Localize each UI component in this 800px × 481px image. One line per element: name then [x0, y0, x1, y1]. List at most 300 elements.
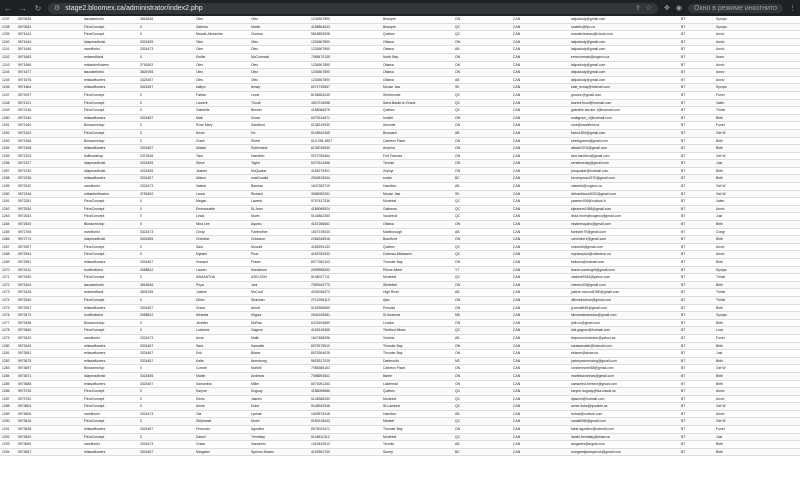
- cell-phone: 4189294133: [309, 243, 381, 251]
- cell-row-number: 1285: [0, 380, 16, 388]
- cell-first-name: Ludovick: [194, 327, 249, 335]
- cell-last-name: Morin: [249, 418, 309, 426]
- cell-first-name: Samantha: [194, 380, 249, 388]
- table-row[interactable]: [0, 334, 800, 342]
- cell-email: g.arnott645@gmail.com: [569, 304, 679, 312]
- site-info-icon[interactable]: ⚙: [54, 5, 61, 12]
- cell-email: vladimir5944@yahoo.com: [569, 274, 679, 282]
- cell-first-name: Oleo: [194, 16, 249, 23]
- cell-country: CAN: [511, 334, 569, 342]
- cell-florist-id: 0: [138, 433, 194, 441]
- cell-first-name: Maude-Alexandre: [194, 31, 249, 39]
- table-row[interactable]: [0, 69, 800, 77]
- orders-table: [0, 16, 800, 456]
- table-row[interactable]: [0, 266, 800, 274]
- cell-phone: 8075275910: [309, 342, 381, 350]
- cell-florist-id: 2658812: [138, 312, 194, 320]
- cell-florist: FleurConcept: [82, 129, 138, 137]
- cell-country: CAN: [511, 145, 569, 153]
- orders-table-container[interactable]: [0, 16, 800, 481]
- cell-last-name: Cloreau: [249, 31, 309, 39]
- table-row[interactable]: [0, 145, 800, 153]
- cell-country: CAN: [511, 152, 569, 160]
- cell-order-id: 5972121: [16, 99, 82, 107]
- cell-province: ON: [453, 167, 511, 175]
- table-row[interactable]: [0, 357, 800, 365]
- table-row[interactable]: [0, 365, 800, 373]
- cell-row-number: 1288: [0, 403, 16, 411]
- cell-occasion: Anniv: [714, 69, 800, 77]
- table-row[interactable]: [0, 410, 800, 418]
- table-row[interactable]: [0, 395, 800, 403]
- cell-occasion: Just: [714, 350, 800, 358]
- cell-first-name: Margaret: [194, 448, 249, 456]
- reload-icon[interactable]: ↻: [34, 3, 42, 13]
- cell-phone: 9072769464: [309, 152, 381, 160]
- cell-last-name: Vazzanini: [249, 441, 309, 449]
- cell-florist-id: 0: [138, 91, 194, 99]
- cell-last-name: Jasmin: [249, 395, 309, 403]
- cell-row-number: 1260: [0, 190, 16, 198]
- cell-order-id: 5973240: [16, 296, 82, 304]
- incognito-badge[interactable]: Окно в режиме инкогнито: [688, 4, 783, 13]
- cell-last-name: Duguay: [249, 388, 309, 396]
- cell-order-id: 5972227: [16, 160, 82, 168]
- cell-first-name: Stéphanie: [194, 418, 249, 426]
- cell-email: justmyownmoving@gmail.com: [569, 357, 679, 365]
- cell-type: BT: [679, 137, 714, 145]
- cell-first-name: Jennifer: [194, 319, 249, 327]
- cell-last-name: Gagnon: [249, 327, 309, 335]
- cell-type: BT: [679, 418, 714, 426]
- table-row[interactable]: [0, 236, 800, 244]
- cell-province: QC: [453, 99, 511, 107]
- cell-phone: 613-296-4807: [309, 137, 381, 145]
- table-row[interactable]: [0, 380, 800, 388]
- cell-florist-id: 0: [138, 388, 194, 396]
- cell-first-name: Oleo: [194, 46, 249, 54]
- cell-province: QC: [453, 395, 511, 403]
- table-row[interactable]: [0, 433, 800, 441]
- cell-first-name: Cindy: [194, 228, 249, 236]
- cell-last-name: Hamilton: [249, 152, 309, 160]
- cell-type: BT: [679, 304, 714, 312]
- cell-type: BT: [679, 395, 714, 403]
- table-row[interactable]: [0, 84, 800, 92]
- cell-order-id: 5971663: [16, 53, 82, 61]
- cell-florist-id: 3324473: [138, 441, 194, 449]
- cell-order-id: 5971666: [16, 61, 82, 69]
- cell-row-number: 1256: [0, 160, 16, 168]
- cell-florist: FleurConcept: [82, 198, 138, 206]
- cell-florist: nannflorist: [82, 228, 138, 236]
- cell-phone: 8196653245: [309, 91, 381, 99]
- cell-province: AB: [453, 129, 511, 137]
- table-row[interactable]: [0, 76, 800, 84]
- cell-row-number: 1242: [0, 53, 16, 61]
- cell-last-name: Picci: [249, 251, 309, 259]
- cell-email: yaamex006@outlook.fr: [569, 198, 679, 206]
- table-row[interactable]: [0, 99, 800, 107]
- cell-email: smartin@fye.ca: [569, 23, 679, 31]
- cell-country: CAN: [511, 53, 569, 61]
- cell-order-id: 5973697: [16, 365, 82, 373]
- forward-icon[interactable]: →: [19, 3, 27, 13]
- table-row[interactable]: [0, 372, 800, 380]
- cell-occasion: Birth: [714, 342, 800, 350]
- cell-last-name: McNeil: [249, 365, 309, 373]
- menu-kebab-icon[interactable]: ⋮: [789, 5, 796, 12]
- cell-row-number: 1270: [0, 266, 16, 274]
- cell-row-number: 1237: [0, 16, 16, 23]
- cell-last-name: Dubé: [249, 403, 309, 411]
- table-row[interactable]: [0, 129, 800, 137]
- cell-phone: 9625317029: [309, 357, 381, 365]
- cell-first-name: Rose Mary: [194, 122, 249, 130]
- nav-controls: [4, 4, 42, 13]
- table-row[interactable]: [0, 388, 800, 396]
- cell-first-name: Grant: [194, 137, 249, 145]
- cell-florist: rellaswflowers: [82, 76, 138, 84]
- cell-florist-id: 3751602: [138, 190, 194, 198]
- table-row[interactable]: [0, 16, 800, 23]
- table-row[interactable]: [0, 221, 800, 229]
- cell-type: BT: [679, 53, 714, 61]
- cell-florist-id: 3324455: [138, 167, 194, 175]
- cell-email: sensteveday@gmail.com: [569, 160, 679, 168]
- cell-florist-id: 0: [138, 243, 194, 251]
- cell-country: CAN: [511, 91, 569, 99]
- table-row[interactable]: [0, 281, 800, 289]
- cell-occasion: Get W: [714, 129, 800, 137]
- cell-order-id: 5972242: [16, 183, 82, 191]
- cell-province: NS: [453, 357, 511, 365]
- cell-order-id: 5973752: [16, 395, 82, 403]
- cell-first-name: Kevin: [194, 129, 249, 137]
- cell-first-name: Ferruccio: [194, 426, 249, 434]
- cell-occasion: Thinki: [714, 296, 800, 304]
- cell-country: CAN: [511, 372, 569, 380]
- cell-florist-id: 0: [138, 137, 194, 145]
- cell-province: QC: [453, 23, 511, 31]
- url-text[interactable]: stage2.bloomex.ca/administrator/index2.php: [65, 4, 203, 12]
- cell-country: CAN: [511, 251, 569, 259]
- cell-occasion: Get W: [714, 403, 800, 411]
- cell-city: Montréal: [381, 198, 453, 206]
- cell-occasion: Funer: [714, 122, 800, 130]
- cell-florist: bunitiloflorist: [82, 312, 138, 320]
- cell-email: linda.morin@cogeco@gmail.com: [569, 213, 679, 221]
- table-row[interactable]: [0, 61, 800, 69]
- cell-row-number: 1292: [0, 433, 16, 441]
- cell-province: ON: [453, 426, 511, 434]
- cell-order-id: 5973606: [16, 410, 82, 418]
- cell-florist-id: 3324473: [138, 183, 194, 191]
- cell-city: Innisfil: [381, 114, 453, 122]
- table-row[interactable]: [0, 23, 800, 31]
- cell-type: BT: [679, 448, 714, 456]
- cell-phone: 4507216058: [309, 99, 381, 107]
- cell-order-id: 5971676: [16, 76, 82, 84]
- cell-last-name: St-Jean: [249, 205, 309, 213]
- cell-last-name: Armstrong: [249, 357, 309, 365]
- cell-email: valerieb@cogeco.ca: [569, 183, 679, 191]
- cell-occasion: Birth: [714, 281, 800, 289]
- cell-type: BT: [679, 350, 714, 358]
- profile-icon[interactable]: ◉: [675, 5, 682, 12]
- cell-occasion: Anniv: [714, 251, 800, 259]
- cell-occasion: Birth: [714, 175, 800, 183]
- cell-last-name: McQuaker: [249, 167, 309, 175]
- cell-florist-id: 3324457: [138, 84, 194, 92]
- cell-first-name: Oleo: [194, 76, 249, 84]
- cell-phone: 5148942946: [309, 403, 381, 411]
- cell-first-name: Justine: [194, 289, 249, 297]
- cell-row-number: 1271: [0, 274, 16, 282]
- cell-first-name: Steve: [194, 160, 249, 168]
- cell-occasion: Birth: [714, 137, 800, 145]
- cell-florist: rellaswflowers: [82, 175, 138, 183]
- cell-florist-id: 0: [138, 274, 194, 282]
- cell-florist: lolapreadforist: [82, 160, 138, 168]
- cell-phone: 6478204659: [309, 319, 381, 327]
- table-row[interactable]: [0, 137, 800, 145]
- cell-province: ON: [453, 160, 511, 168]
- cell-row-number: 1272: [0, 281, 16, 289]
- cell-city: Lakehead: [381, 380, 453, 388]
- table-row[interactable]: [0, 122, 800, 130]
- cell-city: Ajax: [381, 296, 453, 304]
- table-row[interactable]: [0, 289, 800, 297]
- cell-province: ON: [453, 365, 511, 373]
- cell-province: ON: [453, 296, 511, 304]
- cell-last-name: Malik: [249, 334, 309, 342]
- cell-phone: 2644108481: [309, 312, 381, 320]
- cell-country: CAN: [511, 190, 569, 198]
- back-icon[interactable]: ←: [4, 3, 12, 13]
- table-row[interactable]: [0, 312, 800, 320]
- cell-first-name: Tara: [194, 152, 249, 160]
- cell-florist-id: 0: [138, 251, 194, 259]
- cell-occasion: Just: [714, 160, 800, 168]
- cell-phone: 4192551709: [309, 448, 381, 456]
- cell-row-number: 1273: [0, 289, 16, 297]
- extensions-icon[interactable]: ✥: [664, 5, 670, 12]
- table-row[interactable]: [0, 175, 800, 183]
- cell-province: QC: [453, 243, 511, 251]
- cell-type: BT: [679, 16, 714, 23]
- cell-first-name: Connie: [194, 365, 249, 373]
- table-row[interactable]: [0, 296, 800, 304]
- cell-row-number: 1258: [0, 175, 16, 183]
- cell-first-name: Sara: [194, 342, 249, 350]
- cell-email: nanal6086@gmail.com: [569, 418, 679, 426]
- cell-province: ON: [453, 122, 511, 130]
- cell-phone: 1234567890: [309, 61, 381, 69]
- cell-order-id: 5973726: [16, 388, 82, 396]
- cell-order-id: 5972166: [16, 137, 82, 145]
- cell-email: sarakamalek@hotmail.com: [569, 342, 679, 350]
- table-row[interactable]: [0, 418, 800, 426]
- cell-florist: FleurConcept: [82, 327, 138, 335]
- cell-florist: Blossomshop: [82, 365, 138, 373]
- cell-order-id: 5973675: [16, 357, 82, 365]
- cell-first-name: Martin: [194, 372, 249, 380]
- table-row[interactable]: [0, 274, 800, 282]
- table-row[interactable]: [0, 441, 800, 449]
- cell-last-name: McCord: [249, 289, 309, 297]
- cell-florist: Blossomshop: [82, 221, 138, 229]
- address-bar[interactable]: [48, 3, 658, 14]
- table-row[interactable]: [0, 53, 800, 61]
- table-row[interactable]: [0, 152, 800, 160]
- cell-city: Thunder Bay: [381, 350, 453, 358]
- cell-email: smouridi@gmail.com: [569, 243, 679, 251]
- cell-country: CAN: [511, 266, 569, 274]
- table-row[interactable]: [0, 31, 800, 39]
- cell-order-id: 5973615: [16, 418, 82, 426]
- cell-phone: 7058592841: [309, 372, 381, 380]
- table-row[interactable]: [0, 160, 800, 168]
- cell-city: Montréal: [381, 274, 453, 282]
- table-row[interactable]: [0, 205, 800, 213]
- table-row[interactable]: [0, 243, 800, 251]
- cell-row-number: 1286: [0, 388, 16, 396]
- cell-phone: 5148027711: [309, 274, 381, 282]
- cell-row-number: 1251: [0, 122, 16, 130]
- cell-occasion: Sympa: [714, 23, 800, 31]
- cell-florist-id: 0: [138, 403, 194, 411]
- table-row[interactable]: [0, 38, 800, 46]
- table-row[interactable]: [0, 403, 800, 411]
- cell-florist-id: 3324457: [138, 114, 194, 122]
- table-row[interactable]: [0, 183, 800, 191]
- cell-row-number: 1265: [0, 228, 16, 236]
- cell-florist: Blossomshop: [82, 319, 138, 327]
- cell-occasion: Just: [714, 433, 800, 441]
- cell-city: Dolbeau-Mistassini: [381, 251, 453, 259]
- cell-country: CAN: [511, 175, 569, 183]
- table-row[interactable]: [0, 46, 800, 54]
- table-row[interactable]: [0, 167, 800, 175]
- cell-order-id: 5973458: [16, 319, 82, 327]
- cell-florist-id: 0: [138, 107, 194, 115]
- cell-row-number: 1294: [0, 448, 16, 456]
- bookmark-star-icon[interactable]: ☆: [645, 5, 653, 12]
- table-row[interactable]: [0, 259, 800, 267]
- cell-florist: FleurConcept: [82, 107, 138, 115]
- cell-florist: nannflorist: [82, 334, 138, 342]
- cell-province: AB: [453, 183, 511, 191]
- cell-email: leeprovencherane@yahoo.ca: [569, 334, 679, 342]
- cell-row-number: 1247: [0, 91, 16, 99]
- cell-country: CAN: [511, 31, 569, 39]
- cell-florist: lolapreadforist: [82, 38, 138, 46]
- cell-florist-id: 0: [138, 395, 194, 403]
- cell-last-name: Kilgour: [249, 312, 309, 320]
- cell-phone: 1234567890: [309, 76, 381, 84]
- table-row[interactable]: [0, 342, 800, 350]
- table-row[interactable]: [0, 107, 800, 115]
- cell-city: Almonte: [381, 122, 453, 130]
- table-row[interactable]: [0, 198, 800, 206]
- cell-occasion: Birth: [714, 304, 800, 312]
- cell-city: Carleton Place: [381, 365, 453, 373]
- cell-last-name: Arnott: [249, 304, 309, 312]
- table-row[interactable]: [0, 114, 800, 122]
- cell-type: BT: [679, 433, 714, 441]
- table-row[interactable]: [0, 327, 800, 335]
- cell-last-name: Oleo: [249, 38, 309, 46]
- cell-country: CAN: [511, 296, 569, 304]
- cell-florist: rellaswflowers: [82, 342, 138, 350]
- cell-type: BT: [679, 251, 714, 259]
- table-row[interactable]: [0, 213, 800, 221]
- cell-last-name: McRae: [249, 319, 309, 327]
- cell-type: BT: [679, 145, 714, 153]
- cell-florist: lolapreadforist: [82, 372, 138, 380]
- cell-country: CAN: [511, 84, 569, 92]
- table-row[interactable]: [0, 190, 800, 198]
- cell-occasion: Just: [714, 213, 800, 221]
- table-row[interactable]: [0, 319, 800, 327]
- table-row[interactable]: [0, 350, 800, 358]
- cell-florist-id: 0: [138, 23, 194, 31]
- cell-order-id: 5972238: [16, 175, 82, 183]
- cell-row-number: 1253: [0, 137, 16, 145]
- table-row[interactable]: [0, 91, 800, 99]
- cell-florist: FleurConcept: [82, 296, 138, 304]
- cell-city: Brantford: [381, 236, 453, 244]
- cell-type: BT: [679, 31, 714, 39]
- cell-florist-id: 3324457: [138, 259, 194, 267]
- cell-email: fairinder79@gmail.com: [569, 228, 679, 236]
- cell-phone: 4188086575: [309, 107, 381, 115]
- cell-last-name: Nordstrom: [249, 266, 309, 274]
- cell-type: BT: [679, 198, 714, 206]
- cell-city: Montréal: [381, 395, 453, 403]
- cell-florist-id: 0: [138, 31, 194, 39]
- cell-row-number: 1248: [0, 99, 16, 107]
- cell-order-id: 5972281: [16, 198, 82, 206]
- cell-first-name: Oleo: [194, 69, 249, 77]
- cell-email: streetgrants@gmail.com: [569, 137, 679, 145]
- table-row[interactable]: [0, 228, 800, 236]
- cell-phone: 5145542365: [309, 129, 381, 137]
- cell-country: CAN: [511, 122, 569, 130]
- cell-order-id: 5972774: [16, 236, 82, 244]
- table-row[interactable]: [0, 251, 800, 259]
- table-row[interactable]: [0, 426, 800, 434]
- cell-province: ON: [453, 304, 511, 312]
- table-row[interactable]: [0, 448, 800, 456]
- cell-city: London: [381, 319, 453, 327]
- cell-order-id: 5972168: [16, 145, 82, 153]
- cell-phone: 8073051263: [309, 380, 381, 388]
- cell-first-name: Miranda: [194, 312, 249, 320]
- share-icon[interactable]: ⇪: [634, 5, 641, 12]
- cell-last-name: Barreau: [249, 183, 309, 191]
- cell-row-number: 1245: [0, 76, 16, 84]
- cell-type: BT: [679, 259, 714, 267]
- cell-first-name: Laurent: [194, 99, 249, 107]
- cell-province: SK: [453, 190, 511, 198]
- cell-florist: lolapreadforist: [82, 167, 138, 175]
- cell-email: latipadudy@gmail.com: [569, 16, 679, 23]
- table-row[interactable]: [0, 304, 800, 312]
- cell-first-name: Linda: [194, 213, 249, 221]
- cell-last-name: Ho: [249, 129, 309, 137]
